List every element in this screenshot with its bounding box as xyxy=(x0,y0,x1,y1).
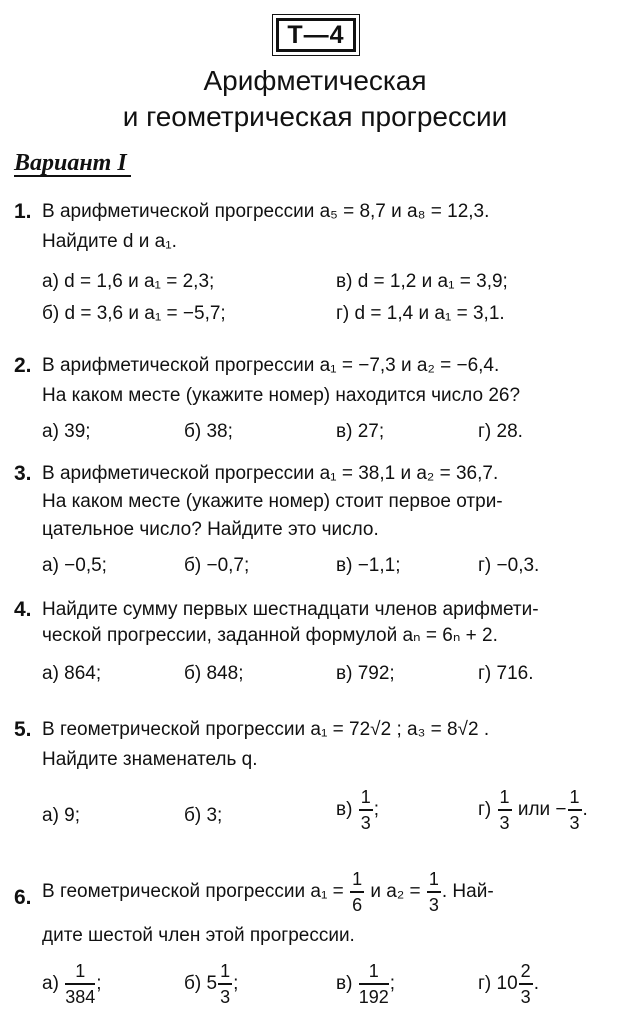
question-2-line-2: На каком месте (укажите номер) находится число 26? xyxy=(42,385,521,406)
question-4-answer-b: б) 848; xyxy=(184,663,244,684)
q5-v-denominator: 3 xyxy=(360,813,371,833)
question-1-number: 1. xyxy=(14,200,32,223)
q5-g-mid: или − xyxy=(517,799,567,821)
question-5-answer-b: б) 3; xyxy=(184,805,223,826)
variant-label: Вариант I xyxy=(14,150,127,176)
title-line-2: и геометрическая прогрессии xyxy=(122,101,508,132)
question-1-answer-a: а) d = 1,6 и a₁ = 2,3; xyxy=(42,271,215,292)
q6-g-numerator: 2 xyxy=(519,962,533,985)
q6-b-numerator: 1 xyxy=(218,962,232,985)
question-4-number: 4. xyxy=(14,598,32,621)
question-5-answer-g xyxy=(478,788,588,832)
question-6-answer-a xyxy=(42,962,102,1006)
q6-v-label: в) xyxy=(336,973,353,995)
q6-v-post: ; xyxy=(389,973,396,995)
test-badge-frame xyxy=(272,14,360,56)
test-badge: Т—4 xyxy=(276,18,356,52)
q5-v-numerator: 1 xyxy=(359,788,373,811)
question-3-answer-v: в) −1,1; xyxy=(336,555,401,576)
question-4-answer-a: а) 864; xyxy=(42,663,102,684)
question-4-answer-v: в) 792; xyxy=(336,663,395,684)
q6-a-denominator: 384 xyxy=(65,987,96,1007)
q6-g-fraction xyxy=(519,962,533,1006)
q6-g-label: г) 10 xyxy=(478,973,518,995)
question-5-number: 5. xyxy=(14,718,32,741)
question-4-line-1: Найдите сумму первых шестнадцати членов арифмети- xyxy=(42,599,539,620)
q6-v-numerator: 1 xyxy=(359,962,389,985)
question-6-line-1 xyxy=(42,870,494,914)
question-3-line-1: В арифметической прогрессии a₁ = 38,1 и a₂ = 36,7. xyxy=(42,463,499,484)
q6-a-fraction xyxy=(65,962,95,1006)
q6-line1-pre: В геометрической прогрессии a₁ = xyxy=(42,881,344,903)
q6-v-denominator: 192 xyxy=(358,987,389,1007)
q6-denominator-1: 6 xyxy=(352,895,363,915)
question-1-answer-b: б) d = 3,6 и a₁ = −5,7; xyxy=(42,303,226,324)
q6-fraction-2 xyxy=(427,870,441,914)
q6-numerator-1: 1 xyxy=(350,870,364,893)
q5-g-post: . xyxy=(582,799,588,821)
question-2-answer-b: б) 38; xyxy=(184,421,233,442)
question-5-answer-v xyxy=(336,788,379,832)
question-2-number: 2. xyxy=(14,354,32,377)
question-6-answer-g xyxy=(478,962,539,1006)
title-line-1: Арифметическая xyxy=(203,65,427,96)
q6-b-denominator: 3 xyxy=(220,987,231,1007)
q5-g-fraction-2 xyxy=(568,788,582,832)
q6-g-denominator: 3 xyxy=(520,987,531,1007)
question-6-line-2: дите шестой член этой прогрессии. xyxy=(42,925,355,946)
q6-b-post: ; xyxy=(233,973,239,995)
q6-b-fraction xyxy=(218,962,232,1006)
q6-b-label: б) 5 xyxy=(184,973,218,995)
q6-fraction-1 xyxy=(350,870,364,914)
q6-a-label: а) xyxy=(42,973,59,995)
question-1-line-2: Найдите d и a₁. xyxy=(42,231,177,252)
question-4-line-2: ческой прогрессии, заданной формулой aₙ = 6ₙ + 2. xyxy=(42,625,498,646)
question-3-line-3: цательное число? Найдите это число. xyxy=(42,519,379,540)
question-6-answer-b xyxy=(184,962,238,1006)
q5-g-label: г) xyxy=(478,799,492,821)
question-3-number: 3. xyxy=(14,462,32,485)
question-5-line-1: В геометрической прогрессии a₁ = 72√2 ; a₃ = 8√2 . xyxy=(42,719,490,740)
q6-g-post: . xyxy=(533,973,539,995)
question-3-answer-a: а) −0,5; xyxy=(42,555,107,576)
question-3-answer-g: г) −0,3. xyxy=(478,555,540,576)
question-1-answer-v: в) d = 1,2 и a₁ = 3,9; xyxy=(336,271,508,292)
question-5-line-2: Найдите знаменатель q. xyxy=(42,749,258,770)
q6-numerator-2: 1 xyxy=(427,870,441,893)
q5-v-label: в) xyxy=(336,799,353,821)
q5-g-fraction-1 xyxy=(498,788,512,832)
question-3-answer-b: б) −0,7; xyxy=(184,555,250,576)
q6-line1-post: . Най- xyxy=(441,881,494,903)
q6-line1-mid: и a₂ = xyxy=(370,881,421,903)
q6-denominator-2: 3 xyxy=(428,895,439,915)
q5-g-numerator-2: 1 xyxy=(568,788,582,811)
question-2-line-1: В арифметической прогрессии a₁ = −7,3 и a₂ = −6,4. xyxy=(42,355,500,376)
question-1-answer-g: г) d = 1,4 и a₁ = 3,1. xyxy=(336,303,505,324)
question-2-answer-a: а) 39; xyxy=(42,421,91,442)
q6-a-post: ; xyxy=(96,973,102,995)
q5-g-numerator-1: 1 xyxy=(498,788,512,811)
q5-g-denominator-2: 3 xyxy=(569,813,580,833)
q5-v-post: ; xyxy=(373,799,379,821)
question-5-answer-a: а) 9; xyxy=(42,805,81,826)
q5-v-fraction xyxy=(359,788,373,832)
question-1-line-1: В арифметической прогрессии a₅ = 8,7 и a₈ = 12,3. xyxy=(42,201,490,222)
q5-g-denominator-1: 3 xyxy=(499,813,510,833)
question-2-answer-v: в) 27; xyxy=(336,421,385,442)
q6-v-fraction xyxy=(359,962,389,1006)
question-4-answer-g: г) 716. xyxy=(478,663,534,684)
question-3-line-2: На каком месте (укажите номер) стоит первое отри- xyxy=(42,491,503,512)
question-6-answer-v xyxy=(336,962,395,1006)
question-6-number: 6. xyxy=(14,886,32,909)
question-2-answer-g: г) 28. xyxy=(478,421,523,442)
q6-a-numerator: 1 xyxy=(65,962,95,985)
